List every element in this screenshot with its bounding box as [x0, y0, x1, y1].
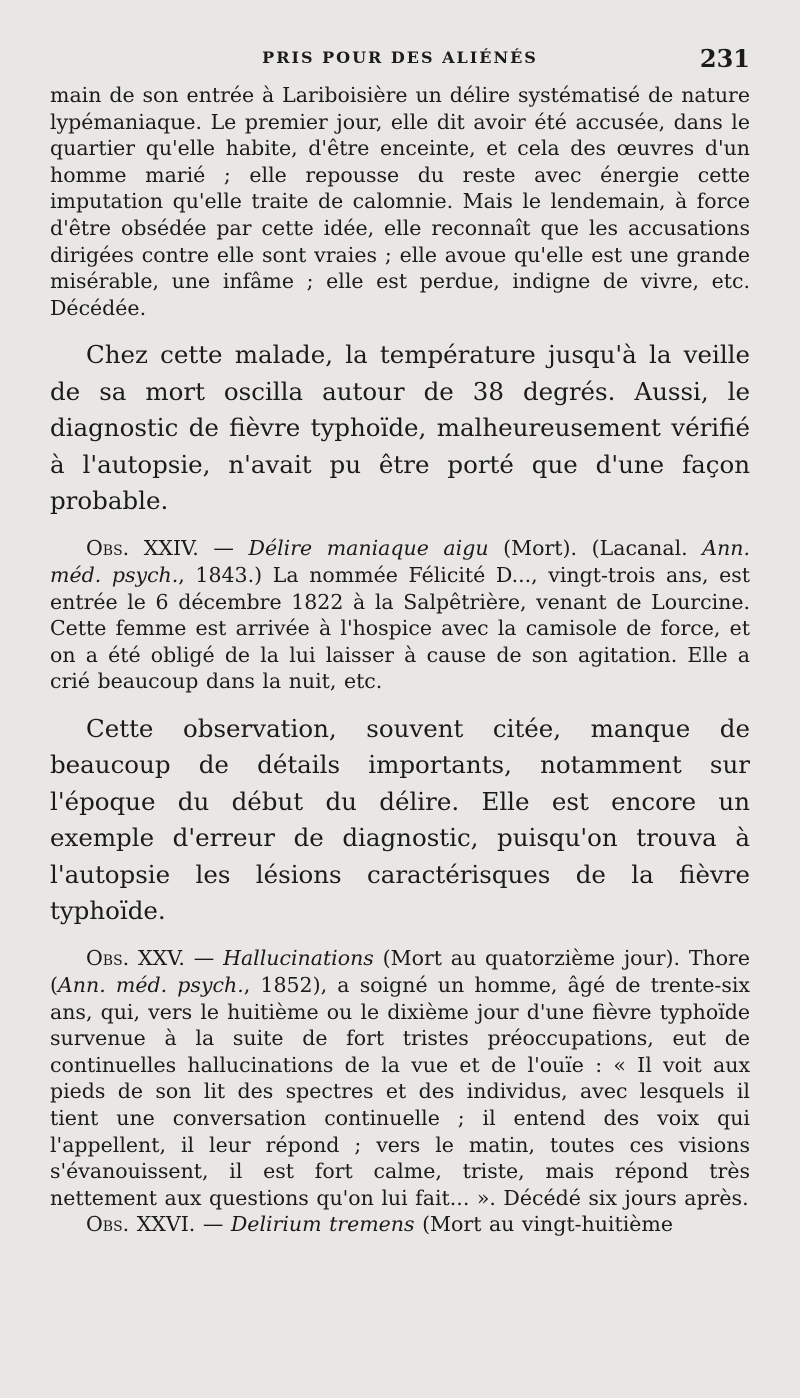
observation-text: , 1843.) La nommée Félicité D..., vingt-trois ans, est entrée le 6 décembre 1822 à la Salpêtrière, venant de Lourcine. Cette femme est arrivée à l'hospice avec la camisole de force, et on a été obligé de la lui laisser à cause de son agitation. Elle a crié beaucoup dans la nuit, etc.	[50, 562, 750, 694]
observation-label: Obs. XXV.	[86, 946, 185, 971]
page-number: 231	[699, 44, 750, 73]
observation-title: Delirium tremens	[230, 1212, 415, 1237]
observation-dash: —	[195, 1212, 231, 1237]
paragraph-continuation: main de son entrée à Lariboisière un délire systématisé de nature lypémaniaque. Le premier jour, elle dit avoir été accusée, dans le quartier qu'elle habite, d'être enceinte, et cela des œuvres d'un homme marié ; elle repousse du reste avec énergie cette imputation qu'elle traite de calomnie. Mais le lendemain, à force d'être obsédée par cette idée, elle reconnaît que les accusations dirigées contre elle sont vraies ; elle avoue qu'elle est une grande misérable, une infâme ; elle est perdue, indigne de vivre, etc. Décédée.	[50, 83, 750, 320]
observation-text: , 1852), a soigné un homme, âgé de trente-six ans, qui, vers le huitième ou le dixième jour d'une fièvre typhoïde survenue à la suite de fort tristes préoccupations, eut de continuelles hallucinations de la vue et de l'ouïe : « Il voit aux pieds de son lit des spectres et des individus, avec lesquels il tient une conversation continuelle ; il entend des voix qui l'appellent, il leur répond ; vers le matin, toutes ces visions s'évanouissent, il est fort calme, triste, mais répond très nettement aux questions qu'on lui fait... ». Décédé six jours après.	[50, 972, 750, 1210]
observation-source: (Mort au vingt-huitième	[414, 1212, 673, 1237]
observation-25	[50, 945, 750, 1211]
observation-label: Obs. XXVI.	[86, 1212, 196, 1237]
journal-name: Ann. méd. psych.	[50, 536, 750, 587]
observation-source: (Mort). (Lacanal.	[488, 536, 703, 561]
running-title: PRIS POUR DES ALIÉNÉS	[262, 48, 538, 67]
journal-name: Ann. méd. psych.	[58, 972, 244, 997]
observation-dash: —	[184, 946, 224, 971]
observation-title: Hallucinations	[223, 946, 374, 971]
page-body	[50, 82, 750, 1238]
observation-dash: —	[198, 536, 249, 561]
observation-source: (Mort au quatorzième jour). Thore (	[50, 946, 750, 997]
paragraph-commentary-2: Cette observation, souvent citée, manque de beaucoup de détails importants, notamment sur l'époque du début du délire. Elle est encore un exemple d'erreur de diagnostic, puisqu'on trouva à l'autopsie les lésions caractérisques de la fièvre typhoïde.	[50, 713, 750, 925]
observation-title: Délire maniaque aigu	[248, 536, 489, 561]
observation-label: Obs. XXIV.	[86, 536, 199, 561]
observation-26	[50, 1211, 750, 1238]
observation-24	[50, 535, 750, 695]
page-header	[50, 44, 750, 74]
paragraph-commentary-1: Chez cette malade, la température jusqu'à la veille de sa mort oscilla autour de 38 degrés. Aussi, le diagnostic de fièvre typhoïde, malheureusement vérifié à l'autopsie, n'avait pu être porté que d'une façon probable.	[50, 340, 750, 515]
